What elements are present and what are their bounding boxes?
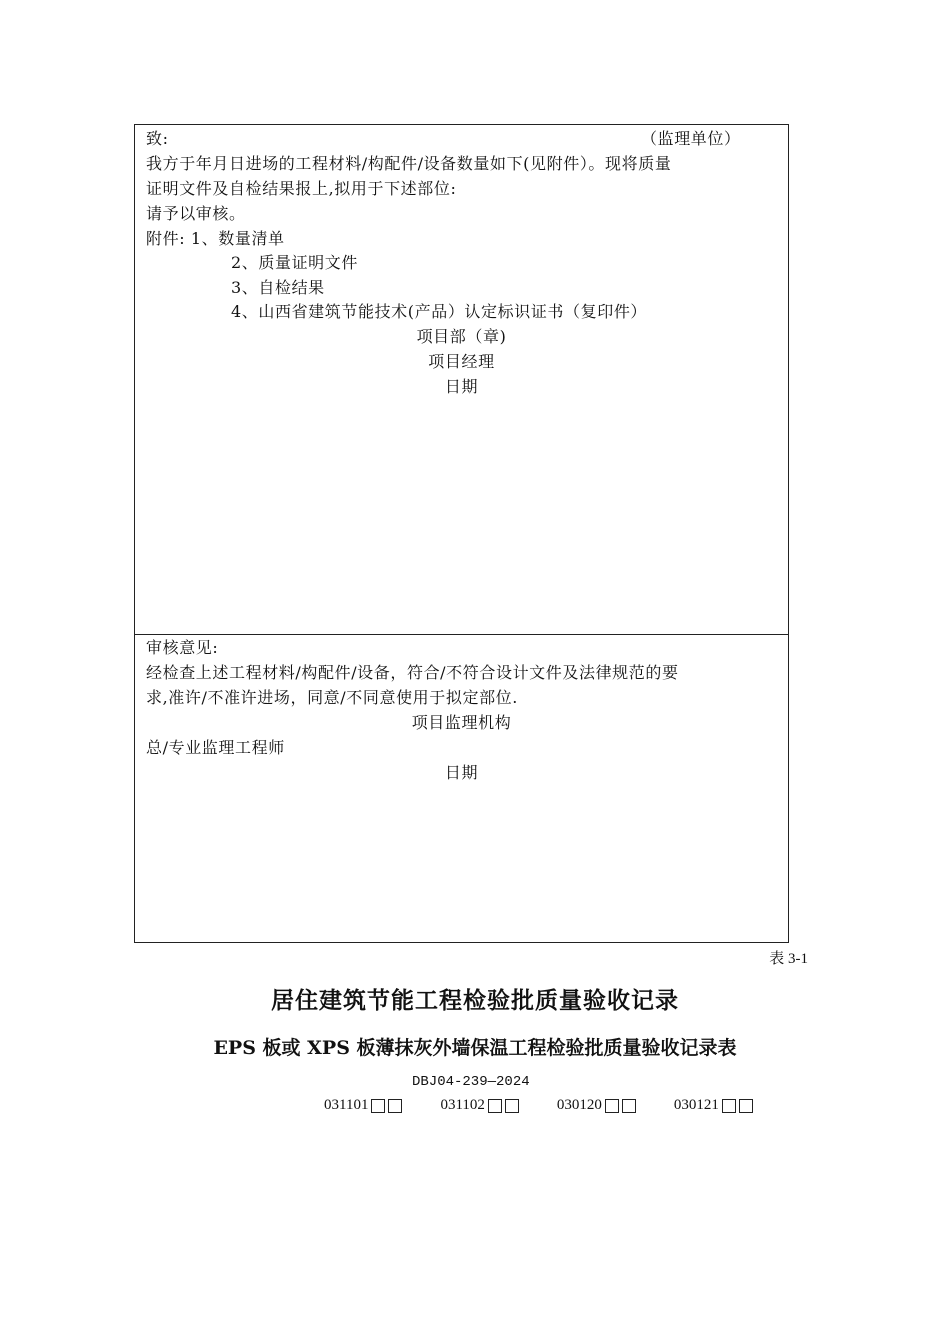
project-dept-seal: 项目部（章) — [416, 327, 507, 346]
record-code: 030121 — [673, 1097, 719, 1113]
supervision-engineer-label: 总/专业监理工程师 — [146, 738, 285, 757]
record-code-item — [557, 1097, 636, 1114]
material-entry-form — [134, 124, 789, 943]
project-manager-label: 项目经理 — [428, 352, 495, 371]
record-code: 030120 — [556, 1097, 602, 1113]
record-code-item — [324, 1097, 402, 1114]
code-checkbox[interactable] — [488, 1099, 502, 1113]
code-checkbox[interactable] — [722, 1099, 736, 1113]
review-date-label: 日期 — [444, 763, 479, 782]
declaration-line-3: 请予以审核。 — [146, 204, 246, 223]
record-codes — [324, 1097, 753, 1114]
review-line-1: 经检查上述工程材料/构配件/设备，符合/不符合设计文件及法律规范的要 — [146, 663, 679, 682]
code-checkbox[interactable] — [739, 1099, 753, 1113]
code-checkbox[interactable] — [371, 1099, 385, 1113]
review-opinion-label: 审核意见: — [146, 638, 219, 657]
date-label: 日期 — [444, 377, 479, 396]
page-subtitle: EPS 板或 XPS 板薄抹灰外墙保温工程检验批质量验收记录表 — [213, 1037, 737, 1059]
record-code: 031102 — [440, 1097, 485, 1113]
review-line-2: 求,准许/不准许进场，同意/不同意使用于拟定部位. — [146, 688, 518, 707]
supervision-unit-label: （监理单位） — [641, 129, 741, 148]
to-label: 致: — [146, 129, 169, 148]
attachment-2: 2、质量证明文件 — [231, 253, 358, 272]
record-code-item — [674, 1097, 753, 1114]
attachment-4: 4、山西省建筑节能技术(产品）认定标识证书（复印件） — [231, 302, 648, 321]
attachment-3: 3、自检结果 — [231, 278, 325, 297]
standard-code: DBJ04-239—2024 — [412, 1074, 530, 1090]
record-code-item — [440, 1097, 518, 1114]
declaration-line-1: 我方于年月日进场的工程材料/构配件/设备数量如下(见附件）。现将质量 — [146, 154, 672, 173]
code-checkbox[interactable] — [388, 1099, 402, 1113]
declaration-line-2: 证明文件及自检结果报上,拟用于下述部位: — [146, 179, 457, 198]
table-number: 表 3-1 — [769, 951, 808, 967]
supervision-org-label: 项目监理机构 — [411, 713, 512, 732]
attachment-1: 附件: 1、数量清单 — [146, 229, 285, 248]
code-checkbox[interactable] — [605, 1099, 619, 1113]
page-title: 居住建筑节能工程检验批质量验收记录 — [271, 987, 679, 1014]
section-divider — [135, 634, 788, 635]
code-checkbox[interactable] — [622, 1099, 636, 1113]
code-checkbox[interactable] — [505, 1099, 519, 1113]
record-code: 031101 — [324, 1097, 369, 1113]
